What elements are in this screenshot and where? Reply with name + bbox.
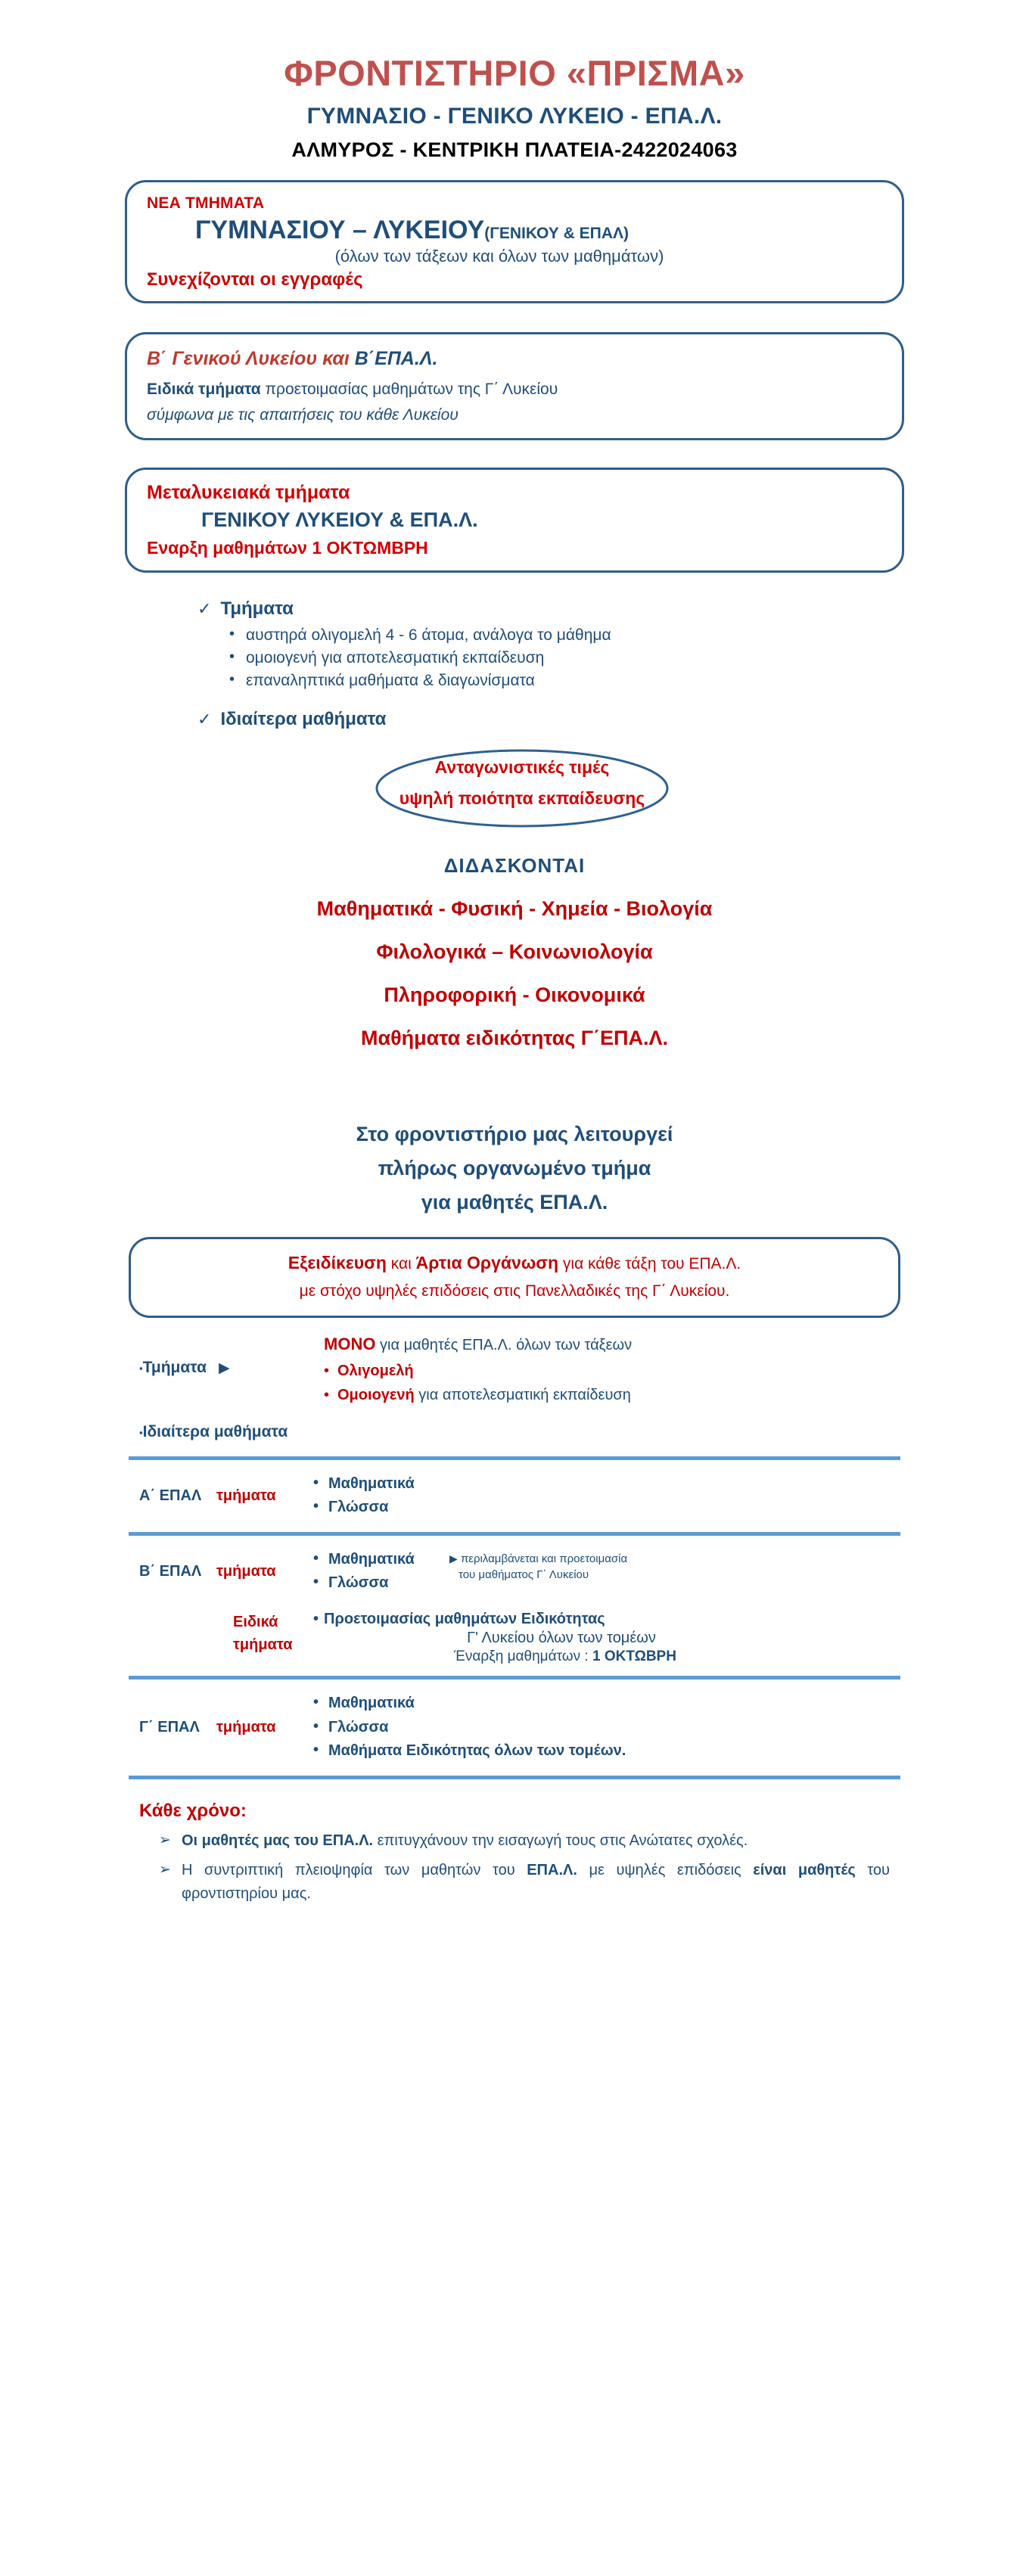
triangle-right-icon: ▶ — [219, 1359, 230, 1376]
b-class-line3: σύμφωνα με τις απαιτήσεις του κάθε Λυκείου — [147, 406, 459, 424]
taught-title: ΔΙΔΑΣΚΟΝΤΑΙ — [443, 853, 586, 877]
list-item: • Μαθήματα Ειδικότητας όλων των τομέων. — [313, 1739, 900, 1763]
subject-list — [313, 1472, 900, 1520]
header-levels: ΓΥΜΝΑΣΙΟ - ΓΕΝΙΚΟ ΛΥΚΕΙΟ - ΕΠΑ.Λ. — [306, 104, 723, 129]
ellipse-line2: υψηλή ποιότητα εκπαίδευσης — [399, 788, 645, 808]
subject-line: Πληροφορική - Οικονομικά — [384, 983, 645, 1006]
box-post-lyceum — [125, 468, 904, 573]
list-item — [324, 1359, 631, 1383]
b-class-heading-blue: Β΄ΕΠΑ.Λ. — [354, 348, 438, 370]
header — [0, 0, 1029, 162]
square-bullet-icon: ▪ — [139, 1362, 143, 1374]
only-epal-top — [129, 1335, 900, 1354]
only-epal-private-text: Ιδιαίτερα μαθήματα — [142, 1422, 288, 1440]
epal-intro-line2: πλήρως οργανωμένο τμήμα — [378, 1156, 651, 1179]
square-bullet-icon: ▪ — [139, 1426, 143, 1438]
new-classes-main-paren: (ΓΕΝΙΚΟΥ & ΕΠΑΛ) — [484, 225, 629, 243]
special-content — [313, 1611, 900, 1665]
divider — [129, 1776, 900, 1779]
page-title: ΦΡΟΝΤΙΣΤΗΡΙΟ «ΠΡΙΣΜΑ» — [284, 53, 745, 93]
taught-subjects-section — [0, 854, 1029, 1050]
epal-intro-line1: Στο φροντιστήριο μας λειτουργεί — [356, 1122, 673, 1145]
every-year-item1-bold: Οι μαθητές μας του ΕΠΑ.Λ. — [182, 1832, 374, 1849]
triangle-right-icon: ▶ — [449, 1552, 458, 1565]
every-year-item2-rest: του φροντιστηρίου μας. — [182, 1861, 890, 1902]
specialization-line1 — [151, 1253, 878, 1273]
only-bullet2-bold: Ομοιογενή — [337, 1387, 415, 1404]
row-note-line1 — [449, 1551, 627, 1567]
new-classes-kicker: ΝΕΑ ΤΜΗΜΑΤΑ — [147, 194, 265, 213]
b-class-line2-bold: Ειδικά τμήματα — [147, 381, 261, 399]
only-epal-section — [129, 1335, 900, 1441]
box-b-class — [125, 332, 904, 440]
list-item — [159, 1859, 890, 1906]
special-line1: • Προετοιμασίας μαθημάτων Ειδικότητας — [313, 1611, 900, 1628]
only-epal-top-rest: για μαθητές ΕΠΑ.Λ. όλων των τάξεων — [375, 1336, 633, 1353]
row-subjects-inner — [313, 1548, 900, 1596]
b-class-line2-rest: προετοιμασίας μαθημάτων της Γ΄ Λυκείου — [260, 381, 558, 399]
ellipse-line1: Ανταγωνιστικές τιμές — [434, 757, 610, 777]
subject-list — [313, 1548, 449, 1596]
every-year-list — [129, 1829, 900, 1906]
post-lyceum-line2: ΓΕΝΙΚΟΥ ΛΥΚΕΙΟΥ & ΕΠΑ.Λ. — [201, 508, 478, 532]
list-item — [324, 1383, 631, 1407]
ellipse-text — [375, 757, 670, 809]
b-class-heading-red: Β΄ Γενικού Λυκείου και — [147, 348, 355, 370]
new-classes-footer: Συνεχίζονται οι εγγραφές — [147, 269, 363, 291]
every-year-section — [129, 1801, 900, 1906]
list-item: • επαναληπτικά μαθήματα & διαγωνίσματα — [229, 670, 904, 692]
row-grade: Β΄ ΕΠΑΛ — [139, 1562, 202, 1580]
special-kind — [216, 1611, 313, 1656]
row-kind: τμήματα — [216, 1562, 276, 1580]
list-item: • Γλώσσα — [313, 1716, 900, 1740]
specialization-bold2: Άρτια Οργάνωση — [415, 1252, 559, 1272]
list-item — [159, 1829, 890, 1853]
checklist-group1-label: Τμήματα — [220, 598, 294, 620]
list-item: • Μαθηματικά — [313, 1472, 900, 1496]
check-icon: ✓ — [197, 599, 212, 619]
special-line3-bold: 1 ΟΚΤΩΒΡΗ — [592, 1648, 676, 1664]
list-item: • αυστηρά ολιγομελή 4 - 6 άτομα, ανάλογα το μάθημα — [229, 624, 904, 647]
specialization-bold1: Εξειδίκευση — [288, 1252, 387, 1272]
row-kind: τμήματα — [216, 1718, 276, 1735]
list-item: • Μαθηματικά — [313, 1548, 449, 1572]
row-note — [449, 1548, 627, 1583]
every-year-item2-bold2: είναι μαθητές — [753, 1861, 856, 1878]
b-class-line2 — [147, 381, 882, 399]
header-address: ΑΛΜΥΡΟΣ - ΚΕΝΤΡΙΚΗ ΠΛΑΤΕΙΑ-2422024063 — [291, 138, 738, 162]
subject-list — [313, 1692, 900, 1763]
row-grade: Γ΄ ΕΠΑΛ — [139, 1718, 200, 1735]
epal-intro-line3: για μαθητές ΕΠΑ.Λ. — [421, 1190, 608, 1213]
table-row-special — [129, 1608, 900, 1676]
every-year-item2-bold: ΕΠΑ.Λ. — [527, 1861, 577, 1878]
b-class-heading — [147, 348, 882, 370]
new-classes-main-text: ΓΥΜΝΑΣΙΟΥ – ΛΥΚΕΙΟΥ — [195, 216, 485, 245]
special-kind-line1: Ειδικά — [233, 1613, 278, 1630]
post-lyceum-line3: Εναρξη μαθημάτων 1 ΟΚΤΩΜΒΡΗ — [147, 538, 428, 558]
only-epal-private — [129, 1423, 900, 1441]
only-bullet2-rest: για αποτελεσματική εκπαίδευση — [414, 1387, 631, 1404]
every-year-item1-rest: επιτυγχάνουν την εισαγωγή τους στις Ανώτατες σχολές. — [373, 1832, 748, 1849]
only-epal-top-bold: ΜΟΝΟ — [324, 1334, 376, 1353]
list-item: • Γλώσσα — [313, 1496, 900, 1520]
only-epal-bullets — [324, 1359, 631, 1408]
epal-intro — [0, 1123, 1029, 1214]
new-classes-main — [147, 216, 882, 245]
new-classes-note: (όλων των τάξεων και όλων των μαθημάτων) — [334, 247, 664, 266]
subject-line: Μαθήματα ειδικότητας Γ΄ΕΠΑ.Λ. — [360, 1026, 668, 1049]
post-lyceum-line1: Μεταλυκειακά τμήματα — [147, 482, 350, 504]
list-item: • Μαθηματικά — [313, 1692, 900, 1716]
checklist-group2-label: Ιδιαίτερα μαθήματα — [220, 708, 387, 729]
checklist-group1-items — [197, 624, 904, 691]
subject-line: Μαθηματικά - Φυσική - Χημεία - Βιολογία — [316, 896, 713, 920]
table-row — [129, 1460, 900, 1532]
row-grade: Α΄ ΕΠΑΛ — [139, 1487, 202, 1504]
special-line2: Γ' Λυκείου όλων των τομέων — [467, 1629, 656, 1646]
specialization-line2: με στόχο υψηλές επιδόσεις στις Πανελλαδικές της Γ΄ Λυκείου. — [299, 1282, 730, 1300]
table-row — [129, 1680, 900, 1776]
every-year-title: Κάθε χρόνο: — [139, 1800, 247, 1821]
checklist-section — [125, 598, 904, 729]
row-kind: τμήματα — [216, 1487, 276, 1504]
epal-table — [129, 1456, 900, 1779]
row-note-line2: του μαθήματος Γ΄ Λυκείου — [459, 1568, 589, 1581]
special-line3 — [313, 1648, 900, 1665]
only-epal-classes-row — [129, 1359, 900, 1408]
table-row — [129, 1536, 900, 1608]
checklist-group-classes — [197, 598, 904, 620]
subject-line: Φιλολογικά – Κοινωνιολογία — [376, 940, 653, 963]
box-specialization — [129, 1237, 900, 1318]
row-note-text1: περιλαμβάνεται και προετοιμασία — [460, 1552, 628, 1565]
only-epal-left-text: Τμήματα — [142, 1358, 207, 1376]
row-subjects — [313, 1548, 900, 1596]
row-subjects — [313, 1472, 900, 1520]
check-icon: ✓ — [197, 709, 212, 729]
specialization-rest: για κάθε τάξη του ΕΠΑ.Λ. — [558, 1254, 741, 1272]
row-subjects — [313, 1692, 900, 1763]
only-bullet1-bold: Ολιγομελή — [337, 1362, 414, 1379]
list-item: • ομοιογενή για αποτελεσματική εκπαίδευση — [229, 647, 904, 670]
specialization-mid: και — [386, 1254, 416, 1272]
list-item: • Γλώσσα — [313, 1571, 449, 1596]
box-new-classes — [125, 180, 904, 303]
every-year-item2-mid: με υψηλές επιδόσεις — [577, 1861, 754, 1878]
only-epal-left-label — [129, 1359, 324, 1377]
special-kind-line2: τμήματα — [233, 1636, 293, 1653]
special-line3-plain: Έναρξη μαθημάτων : — [454, 1648, 592, 1664]
checklist-group-private — [197, 709, 904, 730]
ellipse-callout — [125, 748, 904, 828]
every-year-item2-pre: Η συντριπτική πλειοψηφία των μαθητών του — [182, 1861, 527, 1878]
